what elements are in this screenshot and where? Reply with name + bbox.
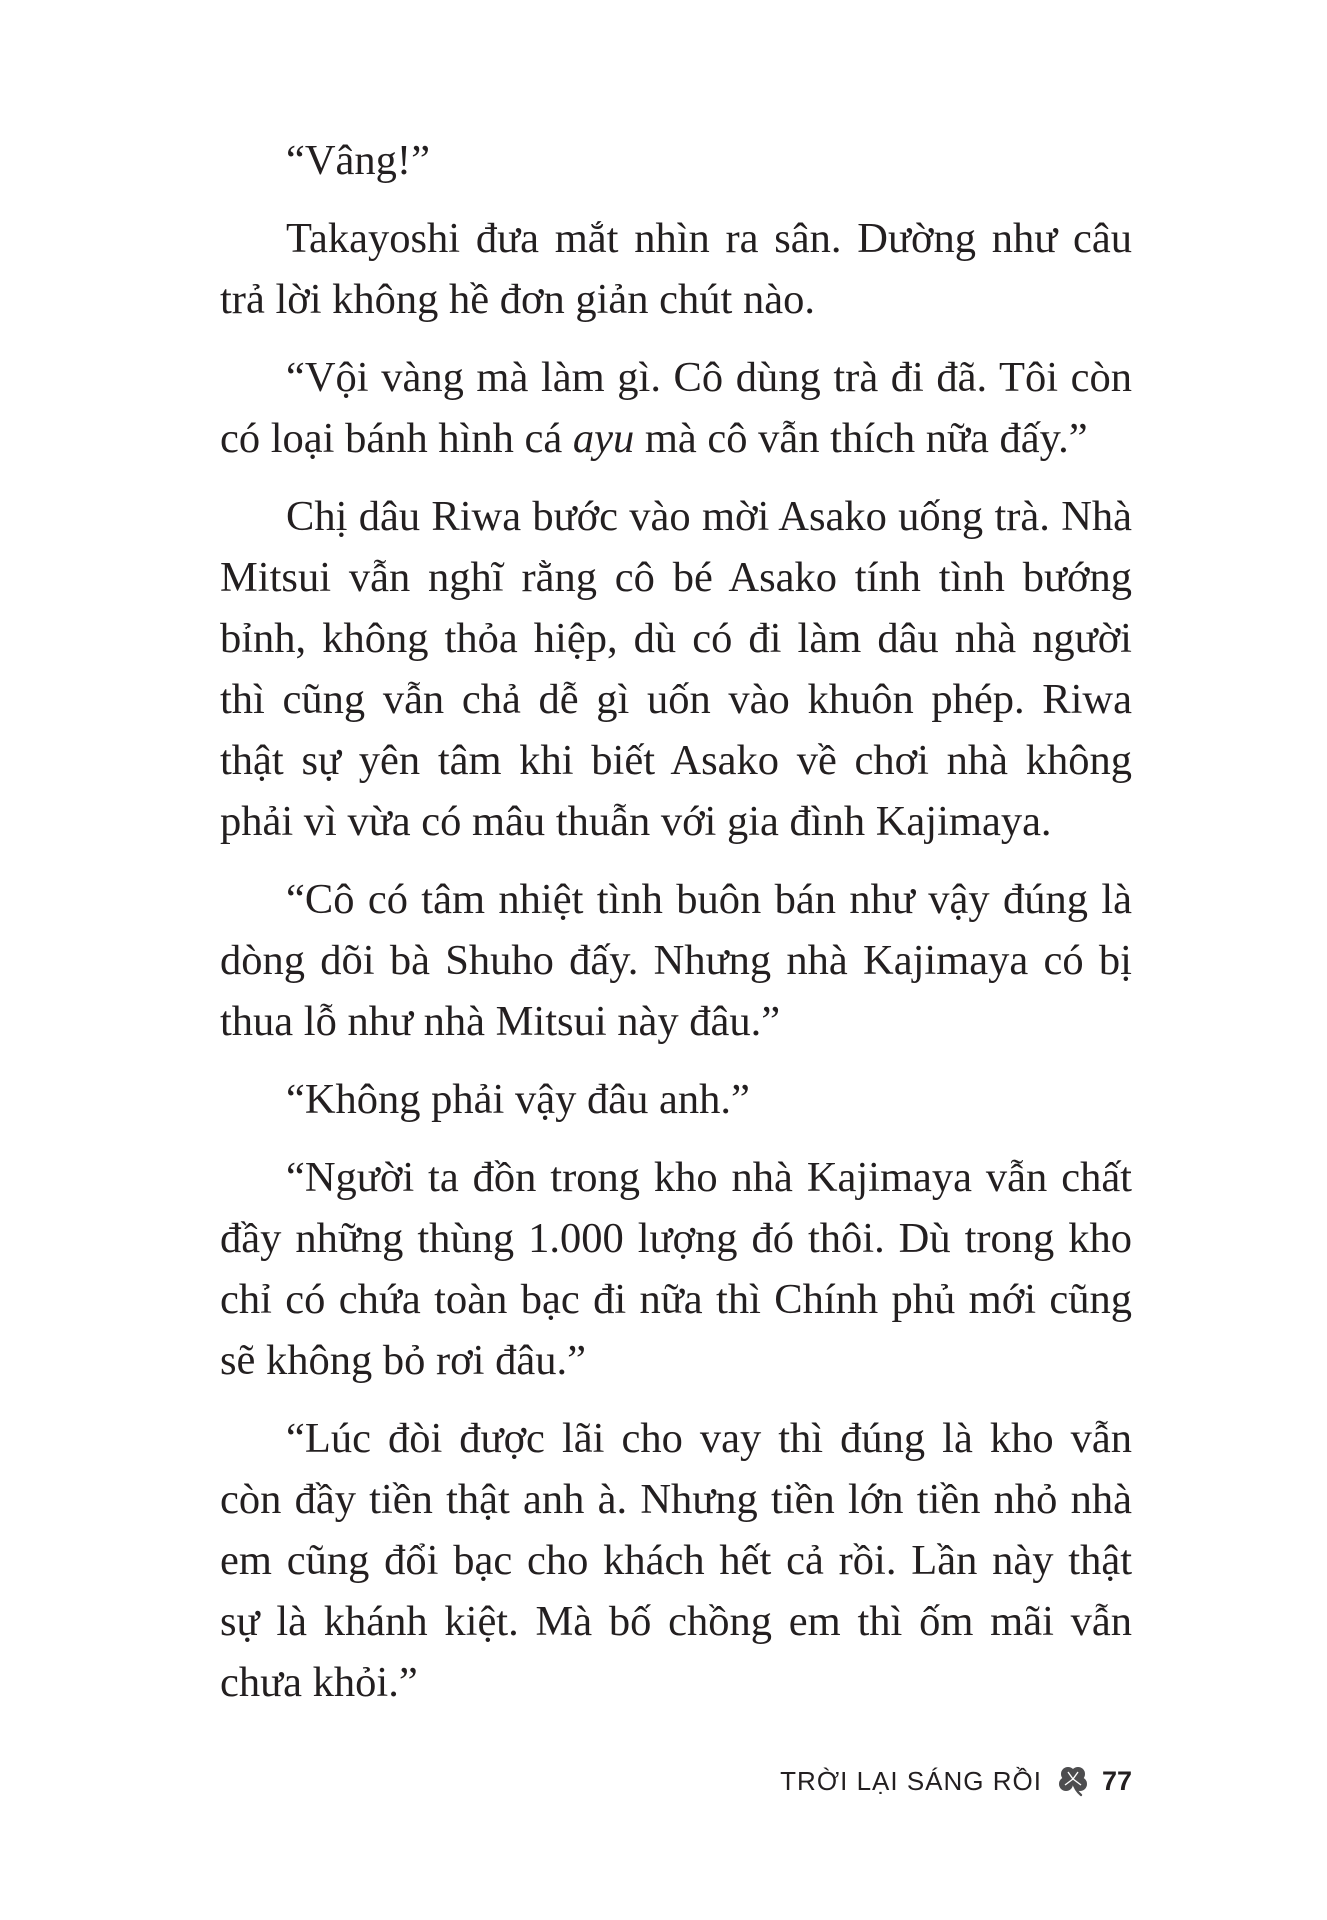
page-number: 77 — [1101, 1765, 1132, 1796]
paragraph-8: “Lúc đòi được lãi cho vay thì đúng là kho vẫn còn đầy tiền thật anh à. Nhưng tiền lớn tiền nhỏ nhà em cũng đổi bạc cho khách hết cả rồi. Lần này thật sự là khánh kiệt. Mà bố chồng em thì ốm mãi vẫn chưa khỏi.” — [220, 1415, 1132, 1706]
paragraph-3-text-start: “Vội vàng mà làm gì. Cô dùng trà đi đã. Tôi còn có loại bánh hình cá — [220, 354, 1132, 462]
paragraph-2: Takayoshi đưa mắt nhìn ra sân. Dường như câu trả lời không hề đơn giản chút nào. — [220, 215, 1132, 323]
paragraph-7: “Người ta đồn trong kho nhà Kajimaya vẫn chất đầy những thùng 1.000 lượng đó thôi. Dù trong kho chỉ có chứa toàn bạc đi nữa thì Chính phủ mới cũng sẽ không bỏ rơi đâu.” — [220, 1154, 1132, 1384]
paragraph-1: “Vâng!” — [286, 137, 430, 184]
clover-icon — [1056, 1764, 1090, 1798]
paragraph-6: “Không phải vậy đâu anh.” — [286, 1076, 750, 1123]
italic-word-ayu: ayu — [572, 415, 635, 462]
running-footer — [780, 1764, 1132, 1798]
paragraph-3 — [220, 347, 1132, 469]
page-body — [220, 130, 1132, 1730]
paragraph-4: Chị dâu Riwa bước vào mời Asako uống trà. Nhà Mitsui vẫn nghĩ rằng cô bé Asako tính tình bướng bỉnh, không thỏa hiệp, dù có đi làm dâu nhà người thì cũng vẫn chả dễ gì uốn vào khuôn phép. Riwa thật sự yên tâm khi biết Asako về chơi nhà không phải vì vừa có mâu thuẫn với gia đình Kajimaya. — [220, 493, 1132, 845]
paragraph-5: “Cô có tâm nhiệt tình buôn bán như vậy đúng là dòng dõi bà Shuho đấy. Nhưng nhà Kajimaya có bị thua lỗ như nhà Mitsui này đâu.” — [220, 876, 1132, 1045]
book-title: TRỜI LẠI SÁNG RỒI — [780, 1765, 1042, 1796]
paragraph-3-text-end: mà cô vẫn thích nữa đấy.” — [634, 415, 1088, 462]
